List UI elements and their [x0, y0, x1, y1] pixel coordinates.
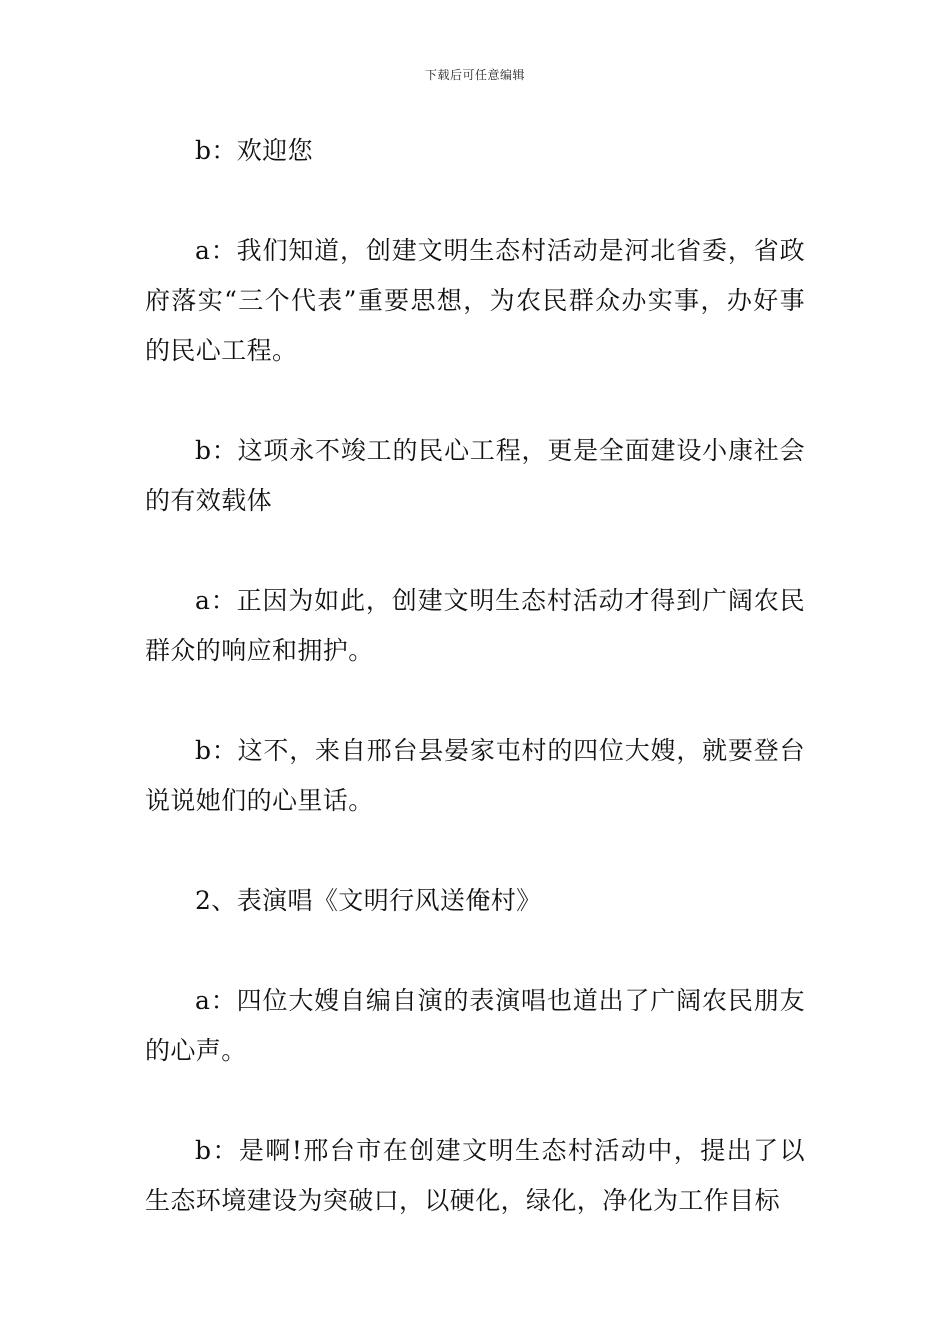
paragraph-spacer	[145, 176, 805, 226]
paragraph-spacer	[145, 676, 805, 726]
paragraph-2: a：我们知道，创建文明生态村活动是河北省委，省政府落实“三个代表”重要思想，为农民群众办实事，办好事的民心工程。	[145, 236, 805, 365]
paragraph-5: b：这不，来自邢台县晏家屯村的四位大嫂，就要登台说说她们的心里话。	[145, 736, 805, 815]
paragraph-6: a：四位大嫂自编自演的表演唱也道出了广阔农民朋友的心声。	[145, 986, 805, 1065]
page-header: 下载后可任意编辑	[424, 68, 525, 82]
paragraph-spacer	[145, 526, 805, 576]
paragraph-spacer	[145, 1076, 805, 1126]
paragraph-spacer	[145, 376, 805, 426]
section-heading: 2、表演唱《文明行风送俺村》	[195, 886, 542, 915]
paragraph-4: a：正因为如此，创建文明生态村活动才得到广阔农民群众的响应和拥护。	[145, 586, 805, 665]
paragraph-1: b：欢迎您	[195, 136, 314, 165]
paragraph-7: b：是啊!邢台市在创建文明生态村活动中，提出了以生态环境建设为突破口，以硬化，绿化，净化为工作目标	[145, 1136, 805, 1215]
paragraph-spacer	[145, 826, 805, 876]
paragraph-3: b：这项永不竣工的民心工程，更是全面建设小康社会的有效载体	[145, 436, 805, 515]
document-body	[145, 126, 805, 1226]
paragraph-spacer	[145, 926, 805, 976]
